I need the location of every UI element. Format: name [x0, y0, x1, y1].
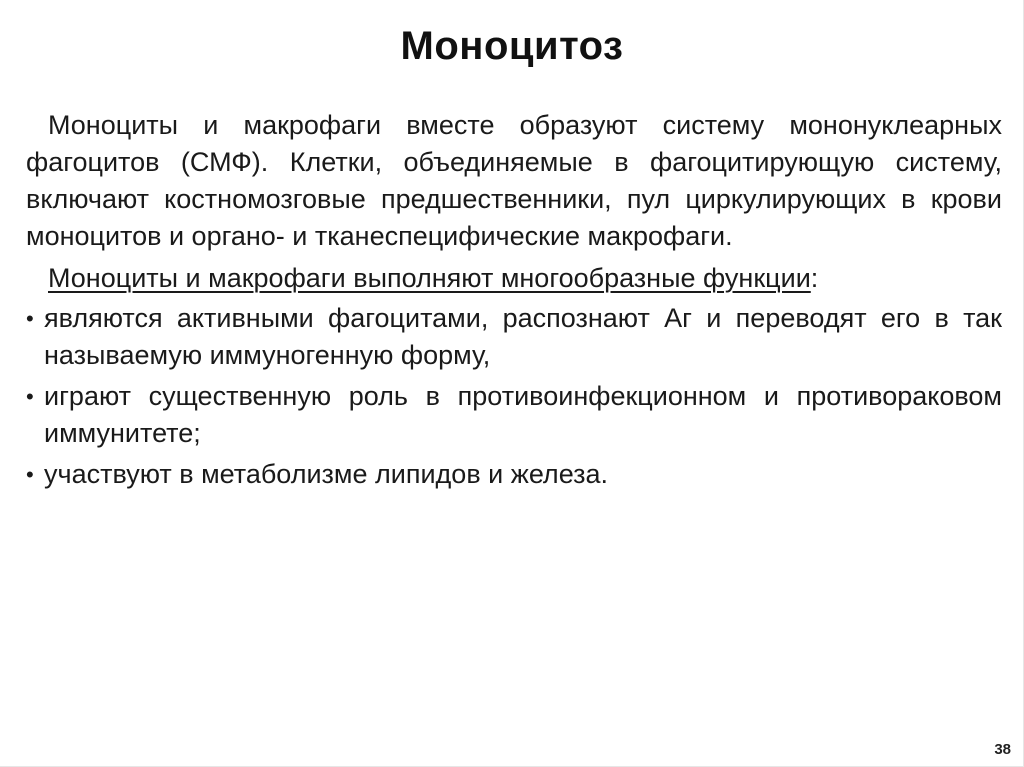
- slide-content: [26, 107, 1002, 497]
- bullet-icon: •: [26, 462, 34, 487]
- bullet-icon: •: [26, 306, 34, 331]
- list-item-text: играют существенную роль в противоинфекционном и противораковом иммунитете;: [44, 381, 1002, 448]
- functions-heading-underlined: Моноциты и макрофаги выполняют многообразные функции: [48, 263, 811, 293]
- functions-list: [26, 300, 1002, 493]
- page-number: 38: [994, 741, 1011, 758]
- bullet-icon: •: [26, 384, 34, 409]
- list-item: [26, 300, 1002, 374]
- list-item-text: участвуют в метаболизме липидов и железа.: [44, 459, 609, 489]
- list-item: [26, 456, 1002, 493]
- slide-title: Моноцитоз: [400, 24, 624, 68]
- paragraph-intro: Моноциты и макрофаги вместе образуют систему мононуклеарных фагоцитов (СМФ). Клетки, объединяемые в фагоцитирующую систему, включают костномозговые предшественники, пул циркулирующих в крови моноцитов и органо- и тканеспецифические макрофаги.: [26, 110, 1002, 251]
- paragraph-functions-heading: [26, 260, 1002, 297]
- list-item-text: являются активными фагоцитами, распознают Аг и переводят его в так называемую иммуногенную форму,: [44, 303, 1002, 370]
- functions-heading-colon: :: [810, 263, 819, 293]
- list-item: [26, 378, 1002, 452]
